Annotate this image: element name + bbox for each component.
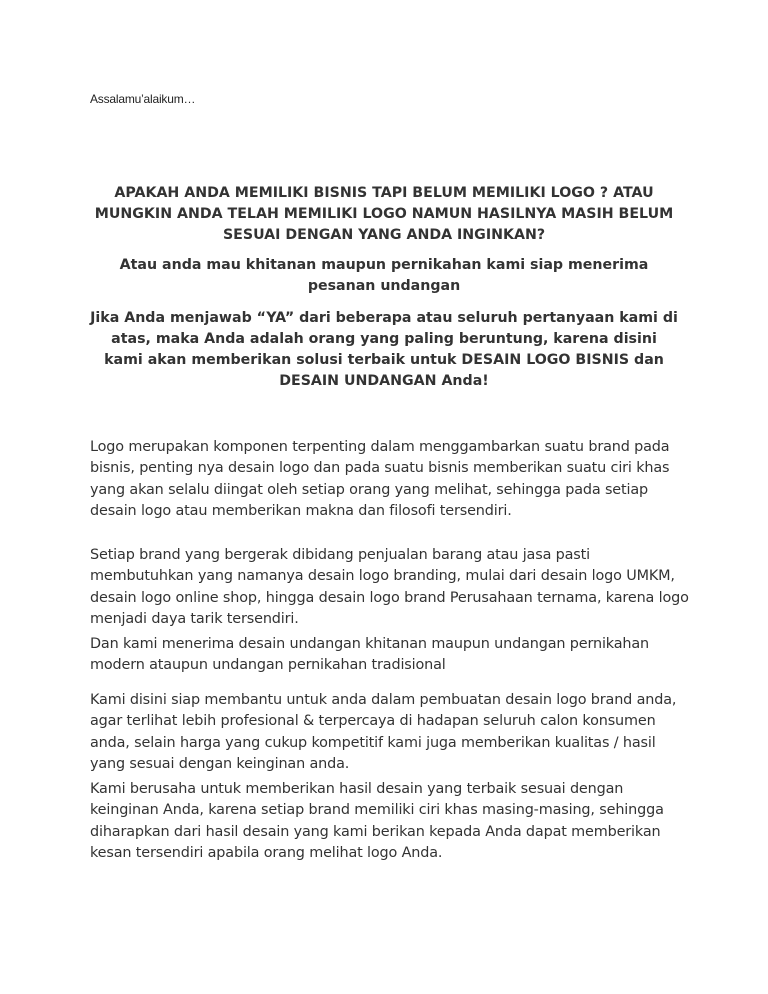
- paragraph-invitation-offer: Dan kami menerima desain undangan khitanan maupun undangan pernikahan modern ataupun undangan pernikahan tradisional: [90, 636, 650, 674]
- headline-answer: Jika Anda menjawab “YA” dari beberapa atau seluruh pertanyaan kami di atas, maka Anda adalah orang yang paling beruntung, karena disini kami akan memberikan solusi terbaik untuk DESAIN LOGO BISNIS dan DESAIN UNDANGAN Anda!: [90, 310, 678, 389]
- paragraph-logo-importance: Logo merupakan komponen terpenting dalam menggambarkan suatu brand pada bisnis, penting nya desain logo dan pada suatu bisnis memberikan suatu ciri khas yang akan selalu diingat oleh setiap orang yang melihat, sehingga pada setiap desain logo atau memberikan makna dan filosofi tersendiri.: [90, 439, 670, 520]
- headline-question: APAKAH ANDA MEMILIKI BISNIS TAPI BELUM MEMILIKI LOGO ? ATAU MUNGKIN ANDA TELAH MEMILIKI LOGO NAMUN HASILNYA MASIH BELUM SESUAI DENGAN YANG ANDA INGINKAN?: [94, 185, 674, 243]
- paragraph-service-offer: Kami disini siap membantu untuk anda dalam pembuatan desain logo brand anda, agar terlihat lebih profesional & terpercaya di hadapan seluruh calon konsumen anda, selain harga yang cukup kompetitif kami juga memberikan kualitas / hasil yang sesuai dengan keinginan anda.: [90, 692, 677, 773]
- headline-wedding-offer: Atau anda mau khitanan maupun pernikahan kami siap menerima pesanan undangan: [119, 257, 649, 294]
- paragraph-brand-needs: Setiap brand yang bergerak dibidang penjualan barang atau jasa pasti membutuhkan yang namanya desain logo branding, mulai dari desain logo UMKM, desain logo online shop, hingga desain logo brand Perusahaan ternama, karena logo menjadi daya tarik tersendiri.: [90, 547, 689, 628]
- greeting-text: Assalamu’alaikum…: [90, 92, 196, 106]
- paragraph-closing: Kami berusaha untuk memberikan hasil desain yang terbaik sesuai dengan keinginan Anda, karena setiap brand memiliki ciri khas masing-masing, sehingga diharapkan dari hasil desain yang kami berikan kepada Anda dapat memberikan kesan tersendiri apabila orang melihat logo Anda.: [90, 781, 664, 862]
